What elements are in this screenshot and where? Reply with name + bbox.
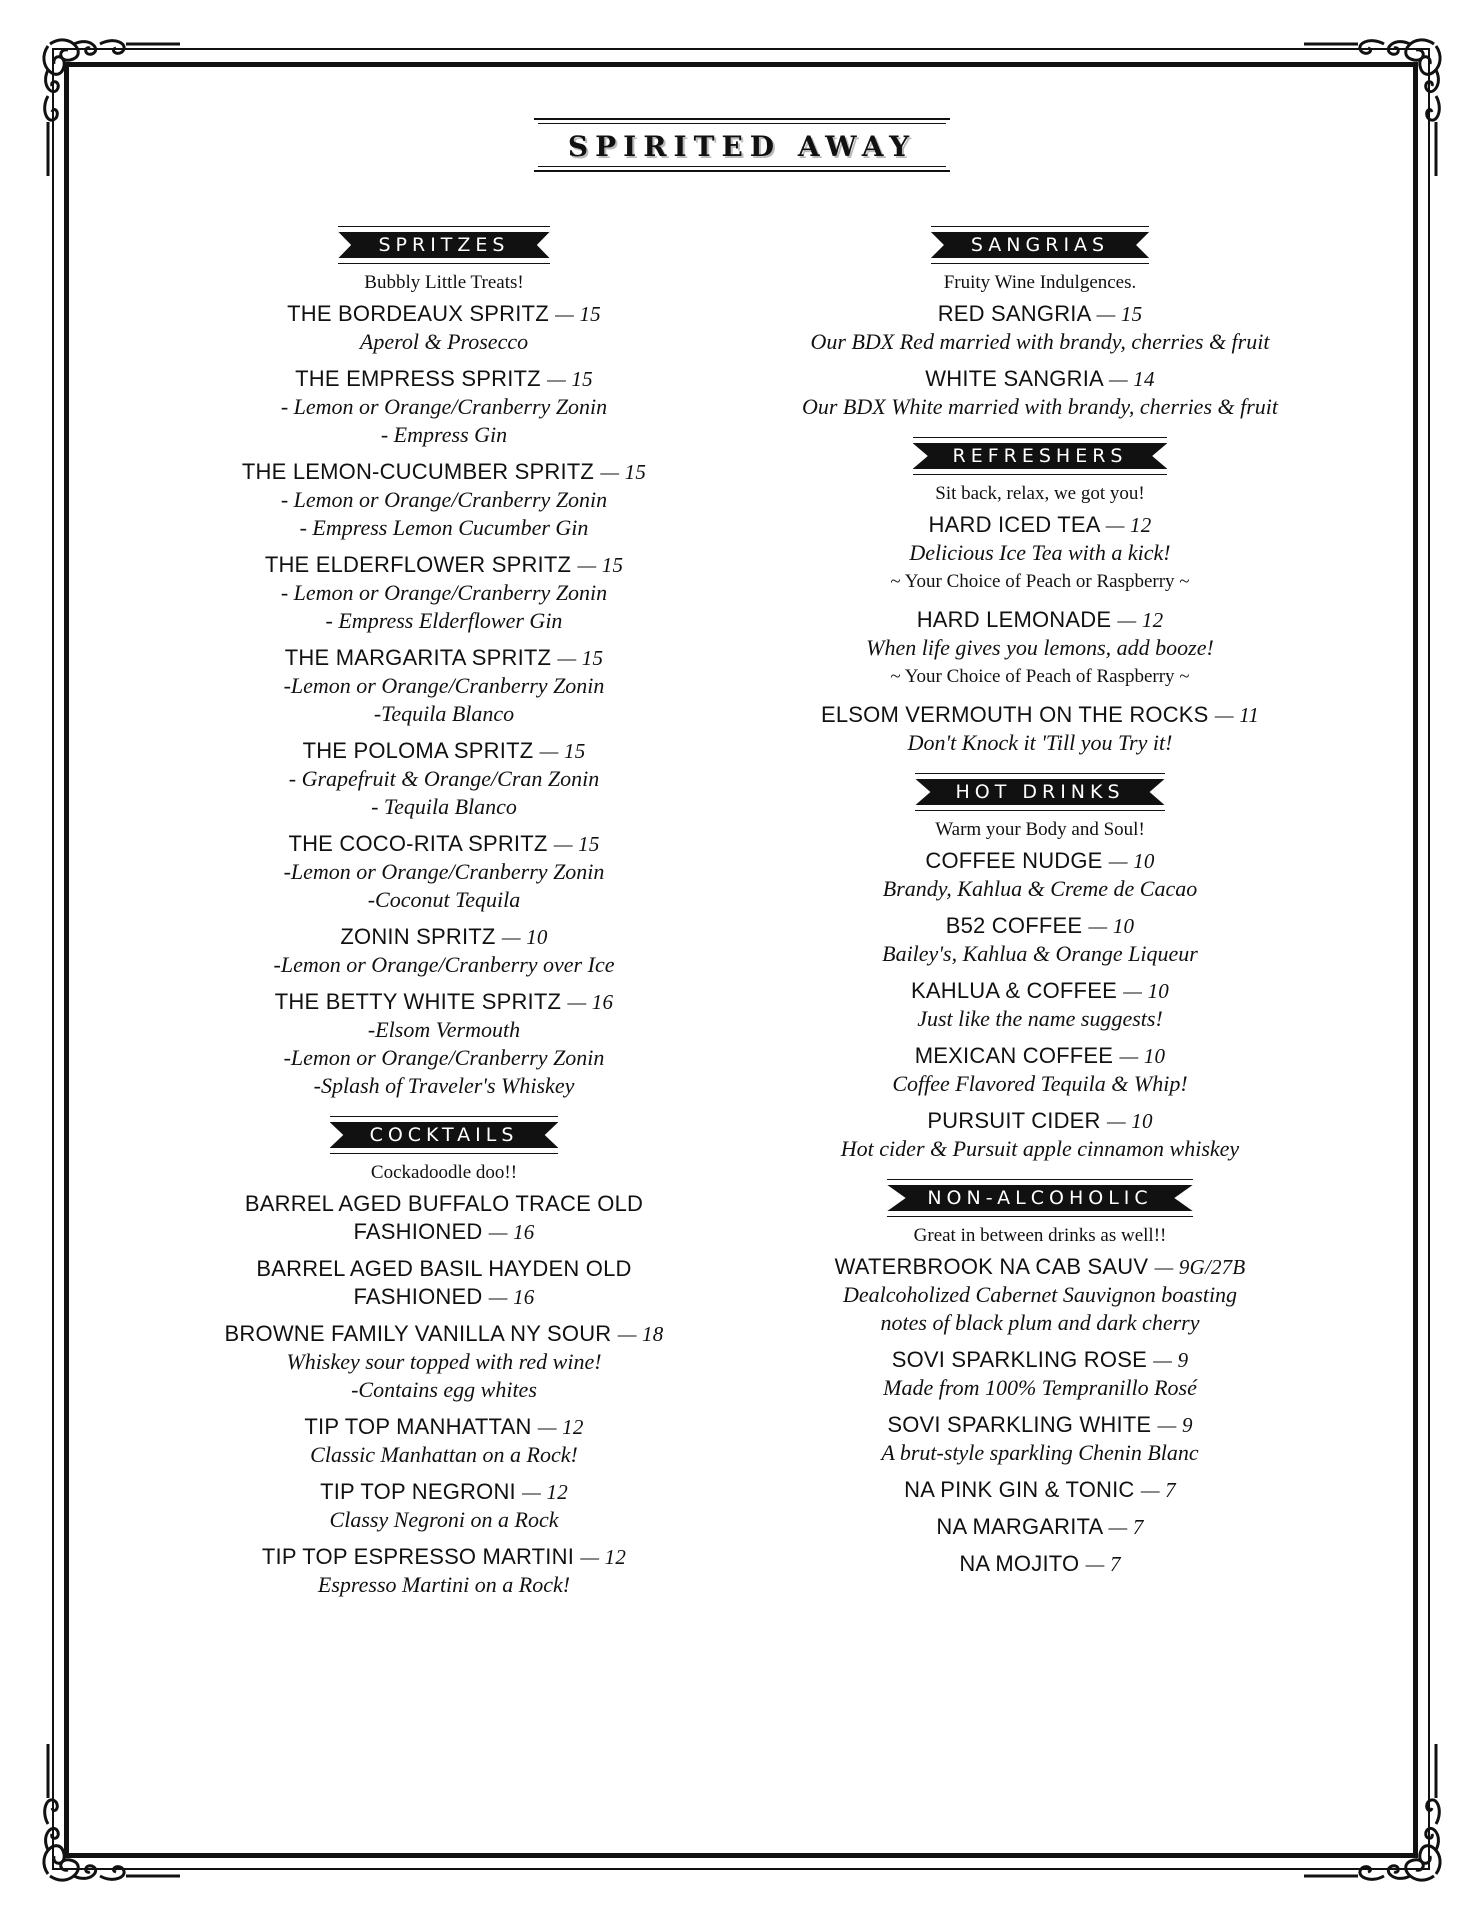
section-refreshers xyxy=(760,435,1320,757)
section-spritzes xyxy=(194,224,694,1100)
item-price: — 15 xyxy=(600,460,647,484)
menu-item xyxy=(760,300,1320,356)
item-name-line xyxy=(194,1320,694,1348)
section-hot-drinks xyxy=(760,771,1320,1163)
menu-title xyxy=(534,116,950,174)
item-name: THE BETTY WHITE SPRITZ xyxy=(274,989,562,1014)
item-price: — 12 xyxy=(580,1545,627,1569)
item-description: Our BDX White married with brandy, cherries & fruit xyxy=(801,394,1279,419)
menu-item xyxy=(194,830,694,914)
item-name: WATERBROOK NA CAB SAUV xyxy=(834,1254,1149,1279)
item-name-line xyxy=(194,458,694,486)
menu-item xyxy=(194,1413,694,1469)
item-description: Coffee Flavored Tequila & Whip! xyxy=(892,1071,1188,1096)
item-name-line xyxy=(760,606,1320,634)
right-column xyxy=(760,224,1320,1592)
item-name: BROWNE FAMILY VANILLA NY SOUR xyxy=(224,1321,612,1346)
item-name: TIP TOP MANHATTAN xyxy=(304,1414,532,1439)
item-description: Espresso Martini on a Rock! xyxy=(317,1572,571,1597)
item-description: - Lemon or Orange/Cranberry Zonin xyxy=(280,580,608,605)
item-price: — 15 xyxy=(547,367,593,391)
item-name-line xyxy=(194,644,694,672)
menu-item xyxy=(760,1513,1320,1541)
section-tagline: Cockadoodle doo!! xyxy=(370,1162,518,1183)
menu-item xyxy=(760,977,1320,1033)
item-name-line xyxy=(194,1478,694,1506)
menu-item xyxy=(760,606,1320,692)
item-price: — 10 xyxy=(1088,914,1135,938)
section-sangrias xyxy=(760,224,1320,421)
section-tagline: Warm your Body and Soul! xyxy=(935,819,1145,840)
item-description: Our BDX Red married with brandy, cherries & fruit xyxy=(810,329,1270,354)
item-name: ZONIN SPRITZ xyxy=(340,924,496,949)
section-tagline: Great in between drinks as well!! xyxy=(913,1225,1167,1246)
item-name-line xyxy=(760,1513,1320,1541)
item-description: - Lemon or Orange/Cranberry Zonin xyxy=(280,394,608,419)
item-description: -Elsom Vermouth xyxy=(367,1017,521,1042)
item-name: ELSOM VERMOUTH ON THE ROCKS xyxy=(820,702,1209,727)
item-name: RED SANGRIA xyxy=(937,301,1091,326)
menu-item xyxy=(194,644,694,728)
menu-item xyxy=(194,1255,694,1311)
item-name: B52 COFFEE xyxy=(945,913,1083,938)
item-description: When life gives you lemons, add booze! xyxy=(866,635,1214,660)
item-name: THE POLOMA SPRITZ xyxy=(302,738,540,763)
item-name-line xyxy=(760,1476,1320,1504)
menu-item xyxy=(760,912,1320,968)
section-banner xyxy=(887,1177,1192,1219)
item-price: — 12 xyxy=(522,1480,568,1504)
section-banner xyxy=(931,224,1149,266)
item-name-line xyxy=(194,300,694,328)
item-name: TIP TOP ESPRESSO MARTINI xyxy=(261,1544,575,1569)
item-description: - Empress Elderflower Gin xyxy=(325,608,563,633)
item-name-line xyxy=(194,830,694,858)
menu-item xyxy=(760,365,1320,421)
item-name: THE COCO-RITA SPRITZ xyxy=(288,831,548,856)
menu-item xyxy=(760,1042,1320,1098)
item-price: — 10 xyxy=(501,925,548,949)
item-name-line xyxy=(760,1550,1320,1578)
section-tagline: Fruity Wine Indulgences. xyxy=(943,272,1137,293)
section-heading: SANGRIAS xyxy=(970,234,1110,256)
title-rule-top xyxy=(534,118,950,120)
title-rule-bottom xyxy=(534,170,950,172)
item-name-line xyxy=(194,1190,694,1246)
menu-item xyxy=(194,300,694,356)
item-name: NA MOJITO xyxy=(959,1551,1080,1576)
item-name: NA PINK GIN & TONIC xyxy=(904,1477,1135,1502)
item-description: - Grapefruit & Orange/Cran Zonin xyxy=(288,766,600,791)
menu-item xyxy=(760,511,1320,597)
item-price: — 15 xyxy=(1096,302,1143,326)
item-description: -Coconut Tequila xyxy=(367,887,521,912)
menu-item xyxy=(760,1107,1320,1163)
section-banner xyxy=(913,435,1168,477)
section-banner xyxy=(338,224,549,266)
item-name: THE ELDERFLOWER SPRITZ xyxy=(264,552,572,577)
section-heading: SPRITZES xyxy=(378,234,510,256)
item-description: notes of black plum and dark cherry xyxy=(880,1310,1200,1335)
item-price: — 7 xyxy=(1085,1552,1121,1576)
section-heading: COCKTAILS xyxy=(369,1124,519,1146)
item-name-line xyxy=(760,847,1320,875)
item-name: THE MARGARITA SPRITZ xyxy=(284,645,552,670)
item-description: Whiskey sour topped with red wine! xyxy=(286,1349,602,1374)
item-price: — 7 xyxy=(1108,1515,1144,1539)
item-description: Classy Negroni on a Rock xyxy=(329,1507,559,1532)
item-note: ~ Your Choice of Peach or Raspberry ~ xyxy=(890,571,1190,592)
item-description: - Tequila Blanco xyxy=(371,794,517,819)
item-name: THE EMPRESS SPRITZ xyxy=(295,366,541,391)
menu-item xyxy=(760,847,1320,903)
item-price: — 7 xyxy=(1140,1478,1176,1502)
item-price: — 14 xyxy=(1108,367,1155,391)
item-name-line xyxy=(760,912,1320,940)
item-description: -Contains egg whites xyxy=(351,1377,537,1402)
item-description: -Tequila Blanco xyxy=(373,701,515,726)
item-name-line xyxy=(760,1253,1320,1281)
section-cocktails xyxy=(194,1114,694,1599)
menu-item xyxy=(194,988,694,1100)
item-price: — 12 xyxy=(1117,608,1164,632)
item-name-line xyxy=(760,977,1320,1005)
menu-item xyxy=(194,551,694,635)
item-description: -Splash of Traveler's Whiskey xyxy=(313,1073,575,1098)
item-name: TIP TOP NEGRONI xyxy=(320,1479,516,1504)
item-name: PURSUIT CIDER xyxy=(927,1108,1101,1133)
item-price: — 16 xyxy=(567,990,614,1014)
item-description: - Empress Gin xyxy=(380,422,508,447)
item-description: A brut-style sparkling Chenin Blanc xyxy=(881,1440,1199,1465)
menu-item xyxy=(760,1476,1320,1504)
item-price: — 11 xyxy=(1214,703,1260,727)
menu-item xyxy=(760,1253,1320,1337)
menu-item xyxy=(194,1190,694,1246)
menu-item xyxy=(194,365,694,449)
item-price: — 12 xyxy=(537,1415,584,1439)
item-description: - Lemon or Orange/Cranberry Zonin xyxy=(280,487,608,512)
item-name-line xyxy=(194,365,694,393)
section-non-alcoholic xyxy=(760,1177,1320,1578)
menu-item xyxy=(194,1478,694,1534)
item-price: — 16 xyxy=(488,1220,535,1244)
item-name-line xyxy=(760,1107,1320,1135)
section-banner xyxy=(915,771,1164,813)
item-name-line xyxy=(194,1543,694,1571)
item-price: — 9 xyxy=(1157,1413,1193,1437)
item-name: SOVI SPARKLING WHITE xyxy=(887,1412,1152,1437)
corner-flourish-icon xyxy=(1304,1744,1454,1894)
item-price: — 15 xyxy=(553,832,600,856)
item-name: MEXICAN COFFEE xyxy=(914,1043,1114,1068)
item-description: Just like the name suggests! xyxy=(917,1006,1163,1031)
item-name-line xyxy=(760,701,1320,729)
item-name-line xyxy=(760,511,1320,539)
item-description: Hot cider & Pursuit apple cinnamon whiskey xyxy=(840,1136,1240,1161)
item-description: Aperol & Prosecco xyxy=(359,329,529,354)
menu-item xyxy=(194,1320,694,1404)
section-banner xyxy=(330,1114,559,1156)
item-name-line xyxy=(194,988,694,1016)
item-description: -Lemon or Orange/Cranberry over Ice xyxy=(273,952,615,977)
item-price: — 15 xyxy=(557,646,604,670)
menu-item xyxy=(760,701,1320,757)
item-description: Dealcoholized Cabernet Sauvignon boasting xyxy=(842,1282,1238,1307)
item-name-line xyxy=(194,737,694,765)
item-price: — 16 xyxy=(488,1285,535,1309)
item-price: — 12 xyxy=(1105,513,1152,537)
section-tagline: Bubbly Little Treats! xyxy=(364,272,524,293)
item-name: COFFEE NUDGE xyxy=(925,848,1103,873)
menu-item xyxy=(194,458,694,542)
item-name-line xyxy=(760,1042,1320,1070)
item-price: — 10 xyxy=(1108,849,1155,873)
item-price: — 15 xyxy=(539,739,586,763)
section-heading: NON-ALCOHOLIC xyxy=(927,1187,1153,1209)
item-name-line xyxy=(194,551,694,579)
item-name: SOVI SPARKLING ROSE xyxy=(891,1347,1147,1372)
item-name: THE LEMON-CUCUMBER SPRITZ xyxy=(241,459,595,484)
section-heading: REFRESHERS xyxy=(952,445,1128,467)
item-description: Bailey's, Kahlua & Orange Liqueur xyxy=(882,941,1198,966)
item-name-line xyxy=(760,365,1320,393)
item-name: KAHLUA & COFFEE xyxy=(911,978,1117,1003)
item-price: — 15 xyxy=(555,302,601,326)
item-price: — 15 xyxy=(577,553,624,577)
item-description: -Lemon or Orange/Cranberry Zonin xyxy=(283,859,605,884)
item-description: Brandy, Kahlua & Creme de Cacao xyxy=(882,876,1198,901)
menu-item xyxy=(760,1411,1320,1467)
item-description: -Lemon or Orange/Cranberry Zonin xyxy=(283,1045,605,1070)
item-description: Delicious Ice Tea with a kick! xyxy=(909,540,1171,565)
item-price: — 9 xyxy=(1153,1348,1189,1372)
item-name-line xyxy=(760,1346,1320,1374)
menu-item xyxy=(194,1543,694,1599)
item-description: Don't Knock it 'Till you Try it! xyxy=(907,730,1173,755)
item-name: NA MARGARITA xyxy=(936,1514,1103,1539)
item-name-line xyxy=(194,1413,694,1441)
item-description: -Lemon or Orange/Cranberry Zonin xyxy=(283,673,605,698)
item-name: WHITE SANGRIA xyxy=(925,366,1103,391)
item-price: — 10 xyxy=(1119,1044,1166,1068)
item-price: — 18 xyxy=(617,1322,664,1346)
item-description: Classic Manhattan on a Rock! xyxy=(310,1442,578,1467)
corner-flourish-icon xyxy=(30,1744,180,1894)
item-price: — 10 xyxy=(1123,979,1169,1003)
menu-title-text: SPIRITED AWAY xyxy=(567,130,917,163)
item-name-line xyxy=(194,1255,694,1311)
item-note: ~ Your Choice of Peach of Raspberry ~ xyxy=(890,666,1190,687)
left-column xyxy=(194,224,694,1613)
item-name: HARD ICED TEA xyxy=(928,512,1100,537)
item-name-line xyxy=(760,1411,1320,1439)
item-name: THE BORDEAUX SPRITZ xyxy=(287,301,549,326)
menu-item xyxy=(760,1346,1320,1402)
item-name: BARREL AGED BUFFALO TRACE OLD FASHIONED xyxy=(244,1191,644,1244)
corner-flourish-icon xyxy=(30,26,180,176)
menu-item xyxy=(194,923,694,979)
item-name-line xyxy=(760,300,1320,328)
section-heading: HOT DRINKS xyxy=(955,781,1125,803)
item-price: — 9G/27B xyxy=(1154,1255,1246,1279)
item-name: BARREL AGED BASIL HAYDEN OLD FASHIONED xyxy=(256,1256,632,1309)
menu-item xyxy=(760,1550,1320,1578)
menu-item xyxy=(194,737,694,821)
corner-flourish-icon xyxy=(1304,26,1454,176)
item-name-line xyxy=(194,923,694,951)
item-name: HARD LEMONADE xyxy=(916,607,1112,632)
section-tagline: Sit back, relax, we got you! xyxy=(935,483,1145,504)
item-price: — 10 xyxy=(1106,1109,1153,1133)
item-description: Made from 100% Tempranillo Rosé xyxy=(883,1375,1197,1400)
item-description: - Empress Lemon Cucumber Gin xyxy=(299,515,589,540)
